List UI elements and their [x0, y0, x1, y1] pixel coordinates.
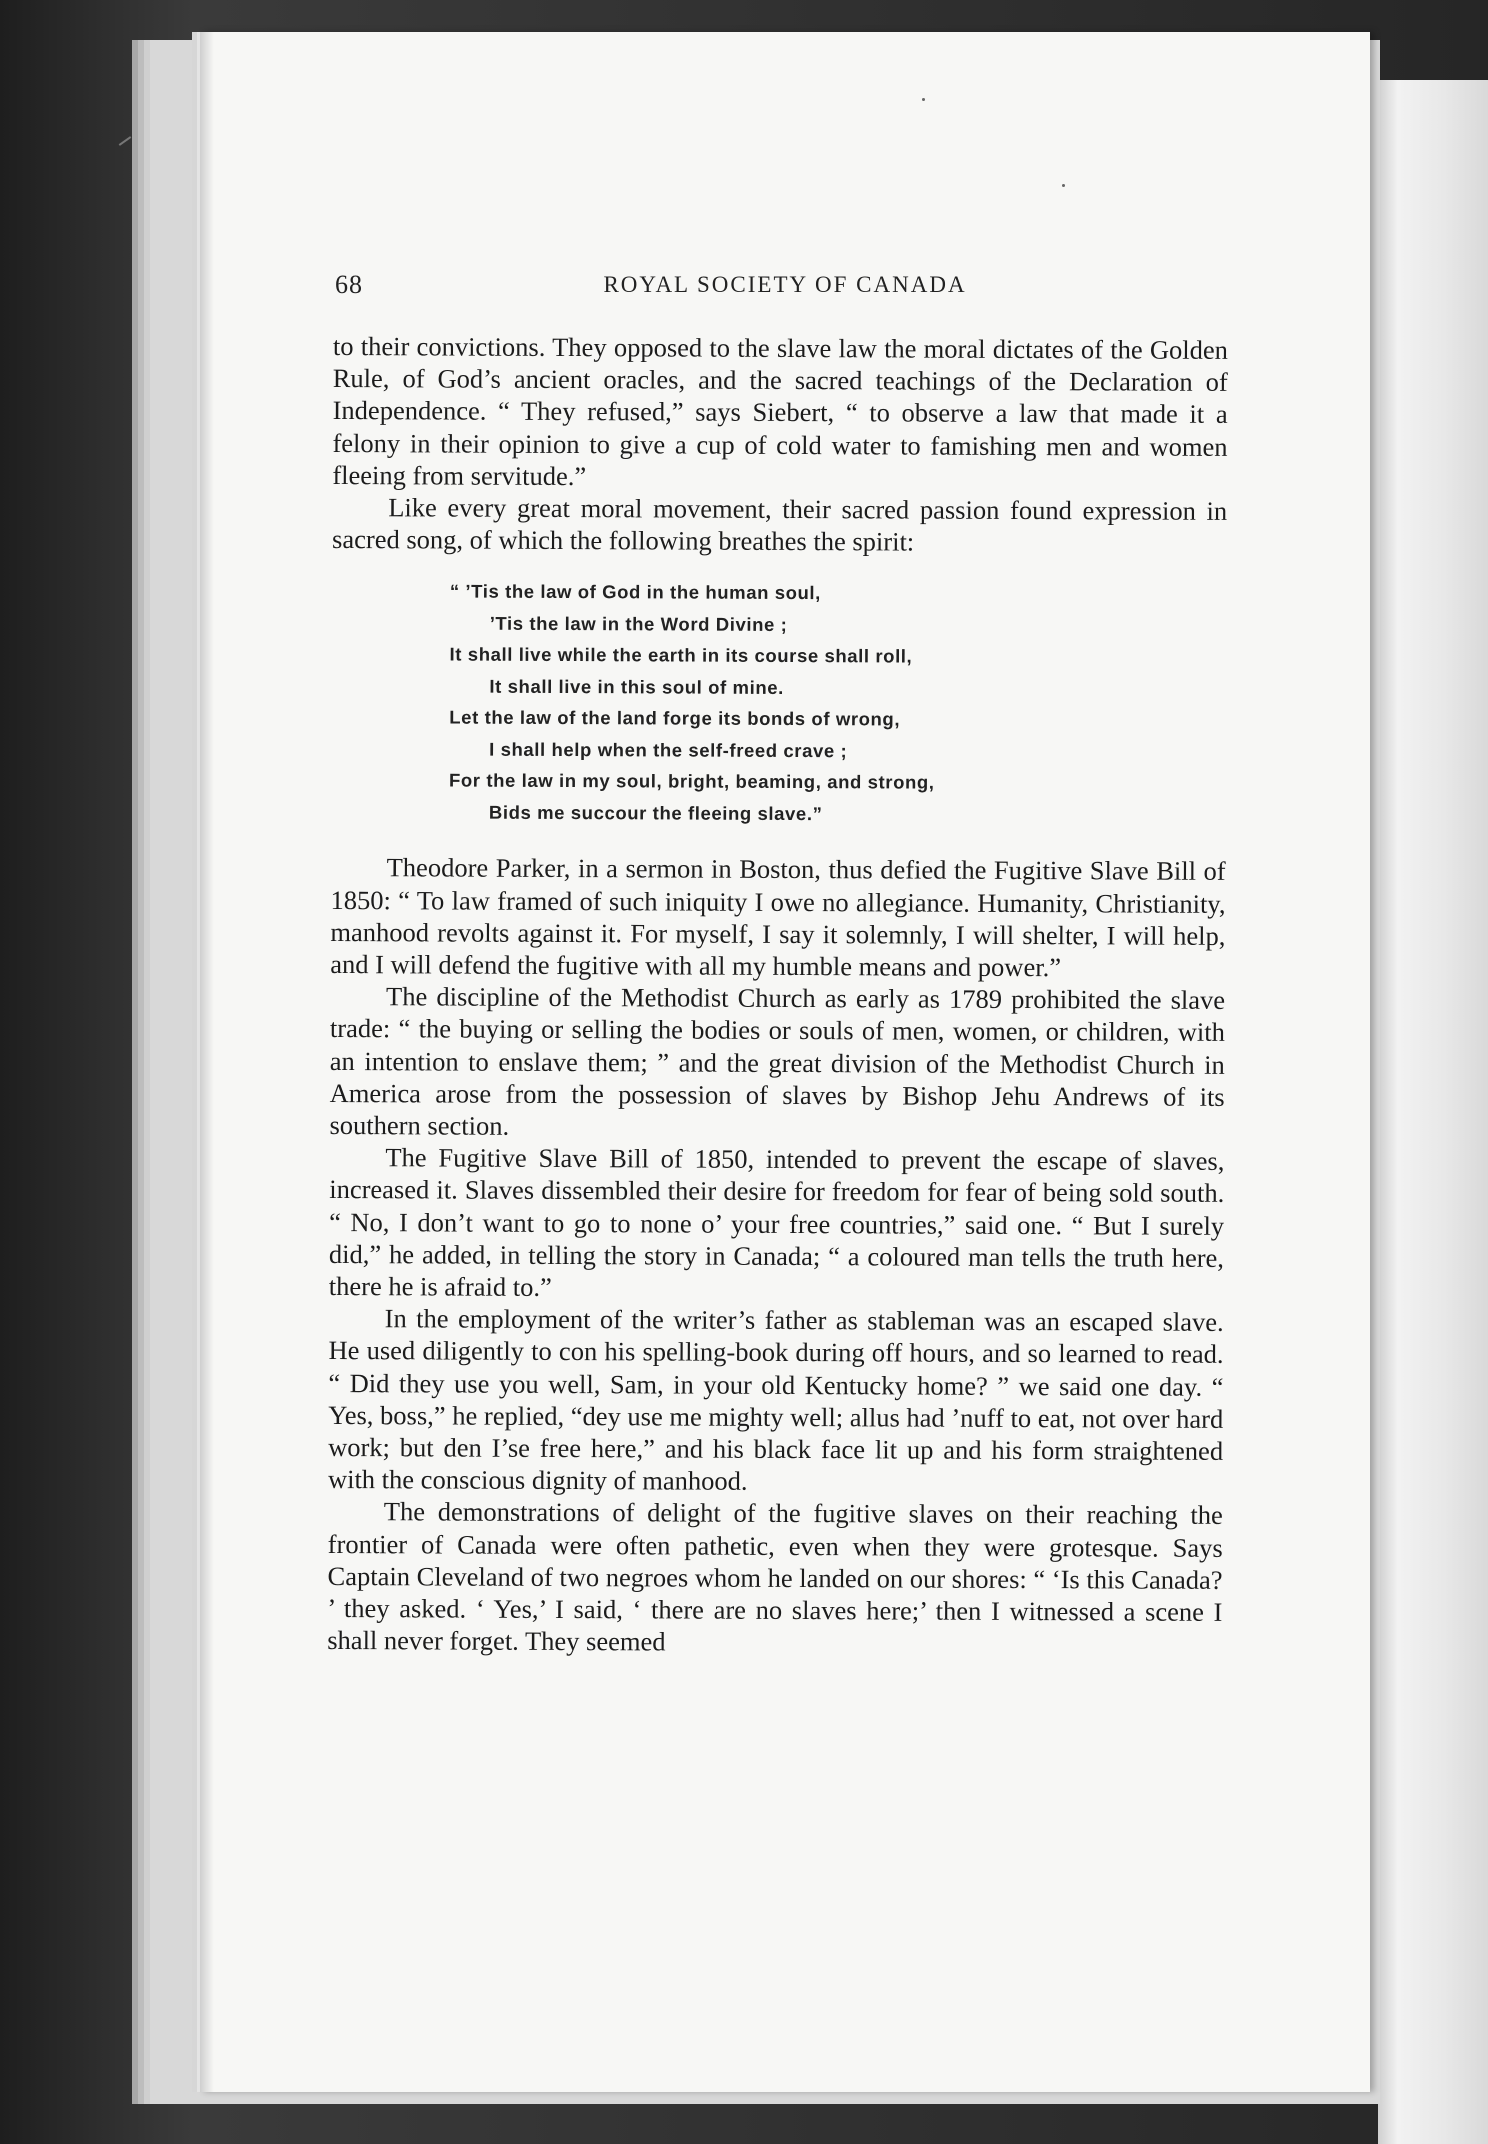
paragraph: The Fugitive Slave Bill of 1850, intended to prevent the escape of slaves, increased it. Slaves dissembled their desire for freedom for fear of being sold south. “ No, I don’t want to go to none o’ your free countries,” said one. “ But I surely did,” he added, in telling the story in Canada; “ a coloured man tells the truth here, there he is afraid to.”	[328, 1142, 1225, 1303]
poem-line: It shall live in this soul of mine.	[489, 675, 784, 698]
paragraph: Like every great moral movement, their sacred passion found expression in sacred song, of which the following breathes the spirit:	[332, 492, 1228, 557]
poem-line: I shall help when the self-freed crave ;	[489, 738, 848, 762]
poem-line: For the law in my soul, bright, beaming, and strong,	[448, 769, 935, 794]
paragraph: In the employment of the writer’s father as stableman was an escaped slave. He used diligently to con his spelling-book during off hours, and so learned to read. “ Did they use you well, Sam, in your old Kentucky home? ” we said one day. “ Yes, boss,” he replied, “dey use me mighty well; allus had ’nuff to eat, not over hard work; but den I’se free here,” and his black face lit up and his form straightened with the conscious dignity of manhood.	[327, 1303, 1224, 1497]
paragraph: to their convictions. They opposed to the slave law the moral dictates of the Golden Rule, of God’s ancient oracles, and the sacred teachings of the Declaration of Independence. “ They refused,” says Siebert, “ to observe a law that made it a felony in their opinion to give a cup of cold water to famishing men and women fleeing from servitude.”	[332, 331, 1228, 491]
poem-line: ’Tis the law in the Word Divine ;	[489, 612, 788, 635]
body-text	[327, 330, 1228, 1660]
page-number: 68	[335, 270, 363, 299]
page-gutter-shadow	[200, 32, 214, 2092]
poem-line: “ ’Tis the law of God in the human soul,	[449, 580, 821, 604]
dust-speck	[922, 98, 925, 101]
poem-line: Let the law of the land forge its bonds of wrong,	[449, 706, 901, 730]
page-header	[335, 270, 1235, 314]
paragraph: Theodore Parker, in a sermon in Boston, thus defied the Fugitive Slave Bill of 1850: “ To law framed of such iniquity I owe no allegiance. Humanity, Christianity, manhood revolts against it. For myself, I say it solemnly, I will shelter, I will help, and I will defend the fugitive with all my humble means and power.”	[330, 852, 1226, 983]
facing-page-edge	[1378, 80, 1488, 2144]
running-head: ROYAL SOCIETY OF CANADA	[603, 272, 967, 297]
poem-line: It shall live while the earth in its course shall roll,	[449, 643, 913, 667]
paragraph: The discipline of the Methodist Church as early as 1789 prohibited the slave trade: “ the buying or selling the bodies or souls of men, women, or children, with an intention to enslave them; ” and the great division of the Methodist Church in America arose from the possession of slaves by Bishop Jehu Andrews of its southern section.	[329, 981, 1226, 1141]
paragraph: The demonstrations of delight of the fugitive slaves on their reaching the frontier of Canada were often pathetic, even when they were grotesque. Says Captain Cleveland of two negroes whom he landed on our shores: “ ‘Is this Canada? ’ they asked. ‘ Yes,’ I said, ‘ there are no slaves here;’ then I witnessed a scene I shall never forget. They seemed	[327, 1496, 1223, 1657]
dust-speck	[1062, 184, 1065, 187]
poem-line: Bids me succour the fleeing slave.”	[488, 801, 823, 825]
poem-quote	[449, 576, 1227, 831]
